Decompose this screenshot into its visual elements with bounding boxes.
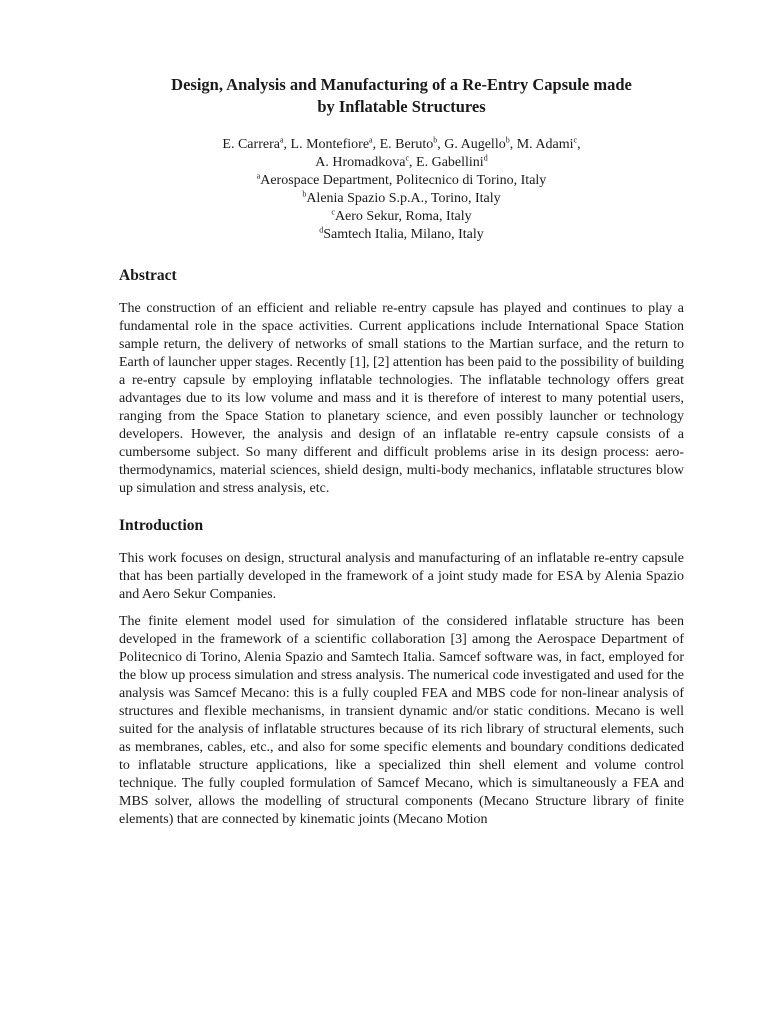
affiliation-item (119, 172, 684, 190)
author-affiliation-mark: c (405, 153, 410, 163)
author-line-2 (119, 154, 684, 172)
author-name: M. Adami (516, 137, 574, 152)
author-list (119, 136, 684, 172)
author-affiliation-mark: a (369, 135, 373, 145)
author-separator: , (437, 137, 445, 152)
abstract-paragraph: The construction of an efficient and reliable re-entry capsule has played and continues to play a fundamental role in the space activities. Current applications include International Space Station sample return, the delivery of networks of small stations to the Martian surface, and the return to Earth of launcher upper stages. Recently [1], [2] attention has been paid to the possibility of building a re-entry capsule by employing inflatable technologies. The inflatable technology offers great advantages due to its low volume and mass and it is therefore of interest to many potential users, ranging from the Space Station to planetary science, and even possibly launcher or technology developers. However, the analysis and design of an inflatable re-entry capsule consists of a cumbersome subject. So many different and difficult problems arise in its design process: aero-thermodynamics, material sciences, shield design, multi-body mechanics, inflatable structures blow up simulation and stress analysis, etc. (119, 301, 684, 496)
affiliation-mark: d (319, 225, 324, 235)
paper-title (119, 74, 684, 118)
affiliation-text: Alenia Spazio S.p.A., Torino, Italy (306, 191, 501, 206)
author-affiliation-mark: d (483, 153, 488, 163)
affiliation-text: Samtech Italia, Milano, Italy (323, 227, 484, 242)
affiliation-mark: c (331, 207, 335, 217)
author-separator: , (509, 137, 517, 152)
author-separator: , (577, 137, 581, 152)
title-line-2: by Inflatable Structures (317, 97, 486, 116)
introduction-paragraph-2: The finite element model used for simulation of the considered inflatable structure has been developed in the framework of a scientific collaboration [3] among the Aerospace Department of Politecnico di Torino, Alenia Spazio and Samtech Italia. Samcef software was, in fact, employed for the blow up process simulation and stress analysis. The numerical code investigated and used for the analysis was Samcef Mecano: this is a fully coupled FEA and MBS code for non-linear analysis of structures and flexible mechanisms, in transient dynamic and/or static conditions. Mecano is well suited for the analysis of inflatable structures because of its rich library of structural elements, such as membranes, cables, etc., and also for some specific elements and boundary conditions dedicated to inflatable structure applications, like a specialized thin shell element and volume control technique. The fully coupled formulation of Samcef Mecano, which is simultaneously a FEA and MBS solver, allows the modelling of structural components (Mecano Structure library of finite elements) that are connected by kinematic joints (Mecano Motion (119, 614, 684, 827)
affiliation-mark: b (302, 189, 307, 199)
affiliation-mark: a (256, 171, 261, 181)
affiliation-text: Aero Sekur, Roma, Italy (334, 209, 472, 224)
introduction-paragraph-1: This work focuses on design, structural analysis and manufacturing of an inflatable re-entry capsule that has been partially developed in the framework of a joint study made for ESA by Alenia Spazio and Aero Sekur Companies. (119, 551, 684, 602)
author-affiliation-mark: b (505, 135, 510, 145)
affiliation-list (119, 172, 684, 244)
author-name: E. Carrera (222, 137, 280, 152)
author-line-1 (119, 136, 684, 154)
author-affiliation-mark: c (573, 135, 578, 145)
author-name: G. Augello (444, 137, 506, 152)
author-affiliation-mark: b (433, 135, 438, 145)
paper-page (119, 74, 684, 838)
author-separator: , (283, 137, 291, 152)
author-name: A. Hromadkova (315, 155, 406, 170)
introduction-heading: Introduction (119, 517, 204, 534)
author-separator: , (372, 137, 380, 152)
affiliation-text: Aerospace Department, Politecnico di Torino, Italy (260, 173, 547, 188)
author-name: E. Gabellini (416, 155, 484, 170)
affiliation-item (119, 208, 684, 226)
author-separator: , (409, 155, 417, 170)
author-name: L. Montefiore (290, 137, 370, 152)
author-affiliation-mark: a (279, 135, 284, 145)
author-name: E. Beruto (379, 137, 434, 152)
title-line-1: Design, Analysis and Manufacturing of a Re-Entry Capsule made (171, 75, 632, 94)
abstract-heading: Abstract (119, 267, 177, 284)
affiliation-item (119, 226, 684, 244)
affiliation-item (119, 190, 684, 208)
